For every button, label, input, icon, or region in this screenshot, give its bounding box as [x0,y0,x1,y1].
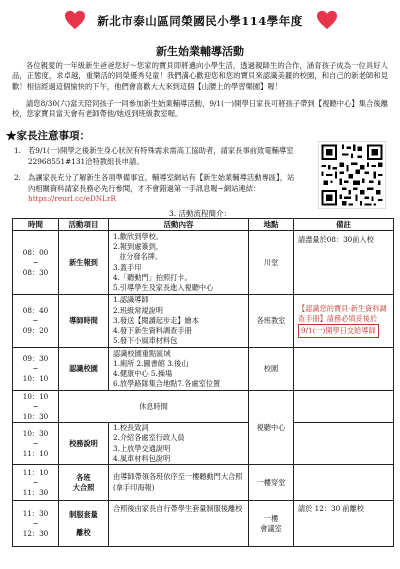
table-row [13,295,394,348]
activity-content: 由導師帶領各班依序至一樓聽動門大合照(拿手印海報) [109,465,249,501]
table-row [13,348,394,391]
table-row [13,231,394,295]
table-header-row [13,219,394,231]
intro-paragraph: 各位親愛的一年級新生爸爸您好～您家的寶貝即將邁向小學生活，透過親師生的合作，涵育孩子成為一位具好人品，正態度，求卓越，重樂活的同榮優秀兒童！我們滿心歡迎您和您的寶貝來認識美麗的校園，和自己的新老師和見歡！相信經過這個愉快的下午，他們會喜歡大大來到這個【山腰上的學習樂園】喔！ [12,61,388,91]
table-row [13,501,394,547]
activity-name: 導師時間 [59,295,109,348]
notice-paragraph: 請您8/30(六)當天陪同孩子一同參加新生始業輔導活動，9/1(一)開學日家長可將孩子帶到【視聽中心】集合後離校，您家寶貝當天會有老師帶他/她返到班級教室喔。 [12,99,388,119]
qr-code [318,141,386,209]
note-number: 2. [14,173,21,182]
column-header: 時間 [13,219,59,231]
activity-name: 各班 大合照 [59,465,109,501]
column-header: 備註 [294,219,394,231]
activity-content: 認識校園重點區域 1.廁所 2.圖書館 3.後山 4.健康中心 5.操場 6.放學路隊集合地點7.各處室位置 [109,348,249,391]
page-title: 新北市泰山區同榮國民小學114學年度 [97,14,303,28]
time-cell: 11：10 ~ 11：30 [13,465,59,501]
section-heading: ★家長注意事項： [6,130,90,142]
time-cell: 08：00 ~ 08：30 [13,231,59,295]
activity-content: 合照後由家長自行帶學生套量制服後離校 [109,501,249,547]
activity-content: 1.歡欣到學校。 2.報到處簽到， 並分發名牌。 3.蓋手印 4.「聽動門」拍照打卡。 5.引導學生及家長進入視聽中心 [109,231,249,295]
website-link[interactable]: https://reurl.cc/eDNLrR [28,194,117,204]
activity-name: 認識校園 [59,348,109,391]
table-row [13,465,394,501]
note-cell: 【認識您的寶貝-新生資料調查手冊】請務必填妥後於 9/1(一)開學日交給導師 [294,295,394,348]
activity-name: 校務說明 [59,423,109,465]
schedule-table [12,218,394,547]
note-cell: 請於 12：30 前離校 [294,501,394,547]
activity-name: 新生報到 [59,231,109,295]
column-header: 地點 [249,219,294,231]
note-text: 為讓家長充分了解新生各項準備事宜，輔導室網站有【新生始業輔導活動專區】，站內相關資料請家長務必先行參閱，才不會錯過第一手訊息喔~網站連結： [28,173,295,193]
place-cell: 一樓穿堂 [249,465,294,501]
activity-content: 1.校長致詞 2.介紹各處室行政人員 3.上放學交通說明 4.風車材料包說明 [109,423,249,465]
time-cell: 10：30 ~ 11：10 [13,423,59,465]
place-cell: 視聽中心 [249,391,294,465]
place-cell: 各班教室 [249,295,294,348]
note-cell [294,348,394,391]
activity-content: 休息時間 [59,391,249,423]
time-cell: 09：30 ~ 10：10 [13,348,59,391]
page-subtitle: 新生始業輔導活動 [156,45,244,58]
column-header: 活動內容 [109,219,249,231]
note-cell [294,465,394,501]
place-cell: 一樓 會議室 [249,501,294,547]
note-text: 若9/1(一)開學之後新生身心狀況有特殊需求需高工協助者，請家長事前致電輔導室22968551#131洽特教組長申請。 [28,146,294,166]
note-cell [294,391,394,423]
activity-name: 制服套量 離校 [59,501,109,547]
table-row [13,423,394,465]
note-cell [294,423,394,465]
table-row [13,391,394,423]
note-cell: 請盡量於08：30前入校 [294,231,394,295]
time-cell: 08：40 ~ 09：20 [13,295,59,348]
time-cell: 10：10 ~ 10：30 [13,391,59,423]
time-cell: 11：30 ~ 12：30 [13,501,59,547]
activity-content: 1.認識導師 2.班級常規說明 3.發送【閱讀起步走】繪本 4.發下新生資料調查手冊 5.發下小風車材料包 [109,295,249,348]
note-number: 1. [14,146,21,155]
place-cell: 川堂 [249,231,294,295]
place-cell: 校園 [249,348,294,391]
column-header: 活動項目 [59,219,109,231]
table-caption: 3. 活動流程簡介： [168,209,232,218]
